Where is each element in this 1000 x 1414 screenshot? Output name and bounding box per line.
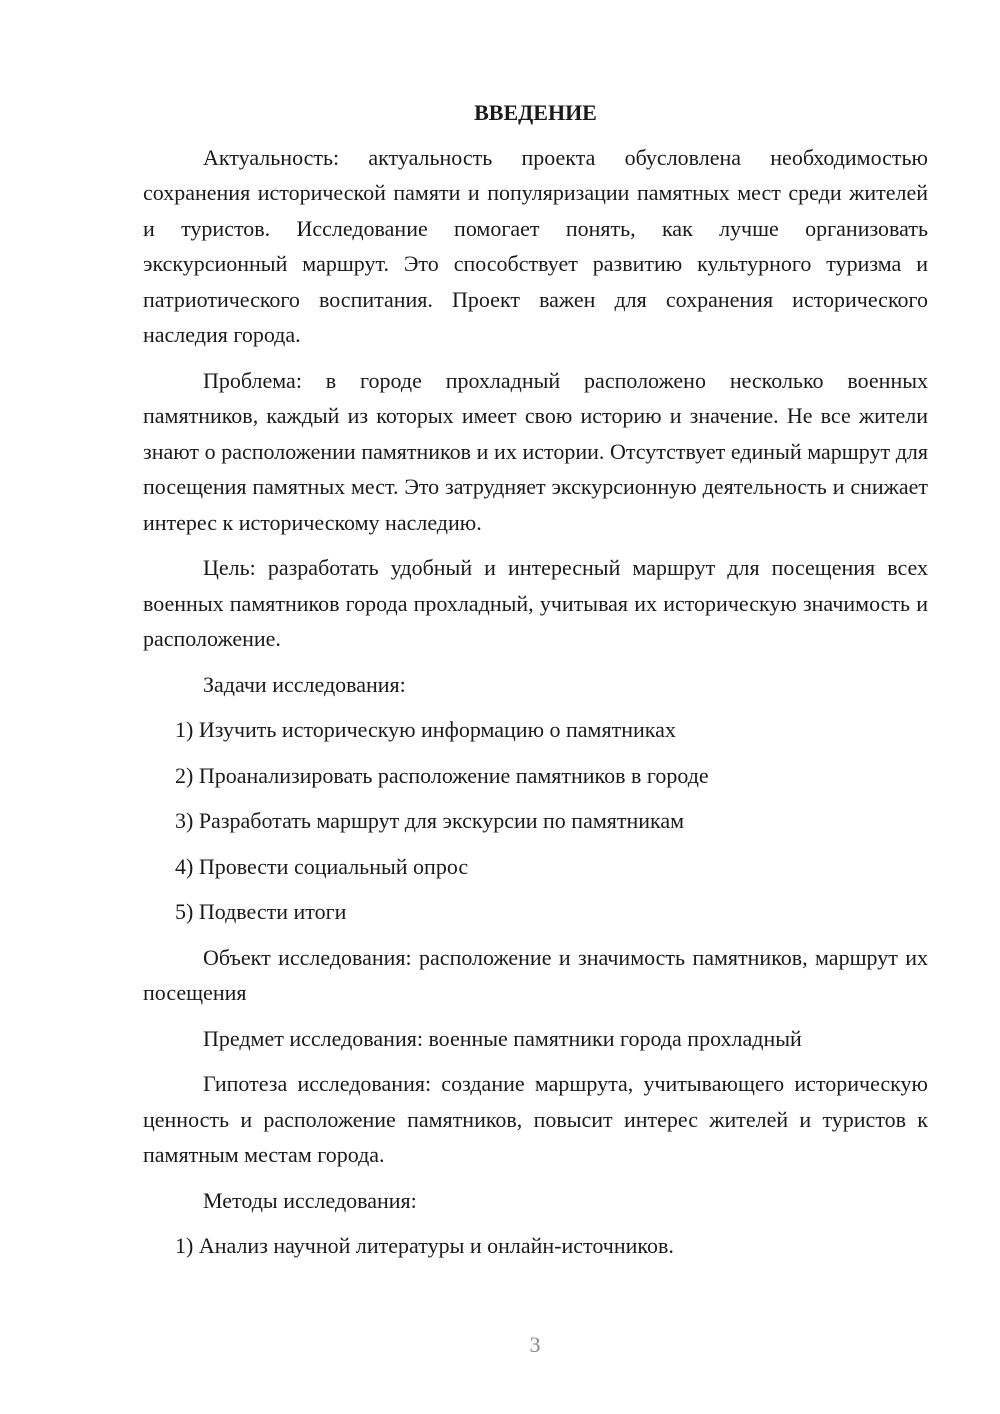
task-item: 3) Разработать маршрут для экскурсии по памятникам bbox=[175, 808, 685, 833]
page-number: 3 bbox=[529, 1332, 541, 1357]
tasks-heading: Задачи исследования: bbox=[203, 671, 406, 697]
task-item: 4) Провести социальный опрос bbox=[175, 853, 469, 879]
methods-heading: Методы исследования: bbox=[203, 1187, 417, 1213]
tasks-list bbox=[143, 712, 928, 930]
task-item: 5) Подвести итоги bbox=[175, 899, 347, 924]
relevance-paragraph: Актуальность: актуальность проекта обусловлена необходимостью сохранения исторической памяти и популяризации памятных мест среди жителей и туристов. Исследование помогает понять, как лучше организовать экскурсионный маршрут. Это способствует развитию культурного туризма и патриотического воспитания. Проект важен для сохранения исторического наследия города. bbox=[143, 144, 928, 347]
subject-paragraph: Предмет исследования: военные памятники города прохладный bbox=[203, 1025, 802, 1051]
method-item: 1) Анализ научной литературы и онлайн-источников. bbox=[175, 1233, 674, 1258]
problem-paragraph: Проблема: в городе прохладный расположено несколько военных памятников, каждый из которых имеет свою историю и значение. Не все жители знают о расположении памятников и их истории. Отсутствует единый маршрут для посещения памятных мест. Это затрудняет экскурсионную деятельность и снижает интерес к историческому наследию. bbox=[143, 367, 928, 535]
document-page bbox=[143, 95, 928, 1274]
task-item: 1) Изучить историческую информацию о памятниках bbox=[175, 717, 676, 742]
section-title: ВВЕДЕНИЕ bbox=[474, 100, 597, 125]
goal-paragraph: Цель: разработать удобный и интересный маршрут для посещения всех военных памятников города прохладный, учитывая их историческую значимость и расположение. bbox=[143, 555, 928, 651]
hypothesis-paragraph: Гипотеза исследования: создание маршрута, учитывающего историческую ценность и расположение памятников, повысит интерес жителей и туристов к памятным местам города. bbox=[143, 1071, 928, 1167]
methods-list bbox=[143, 1228, 928, 1264]
object-paragraph: Объект исследования: расположение и значимость памятников, маршрут их посещения bbox=[143, 944, 928, 1005]
task-item: 2) Проанализировать расположение памятников в городе bbox=[175, 762, 709, 788]
